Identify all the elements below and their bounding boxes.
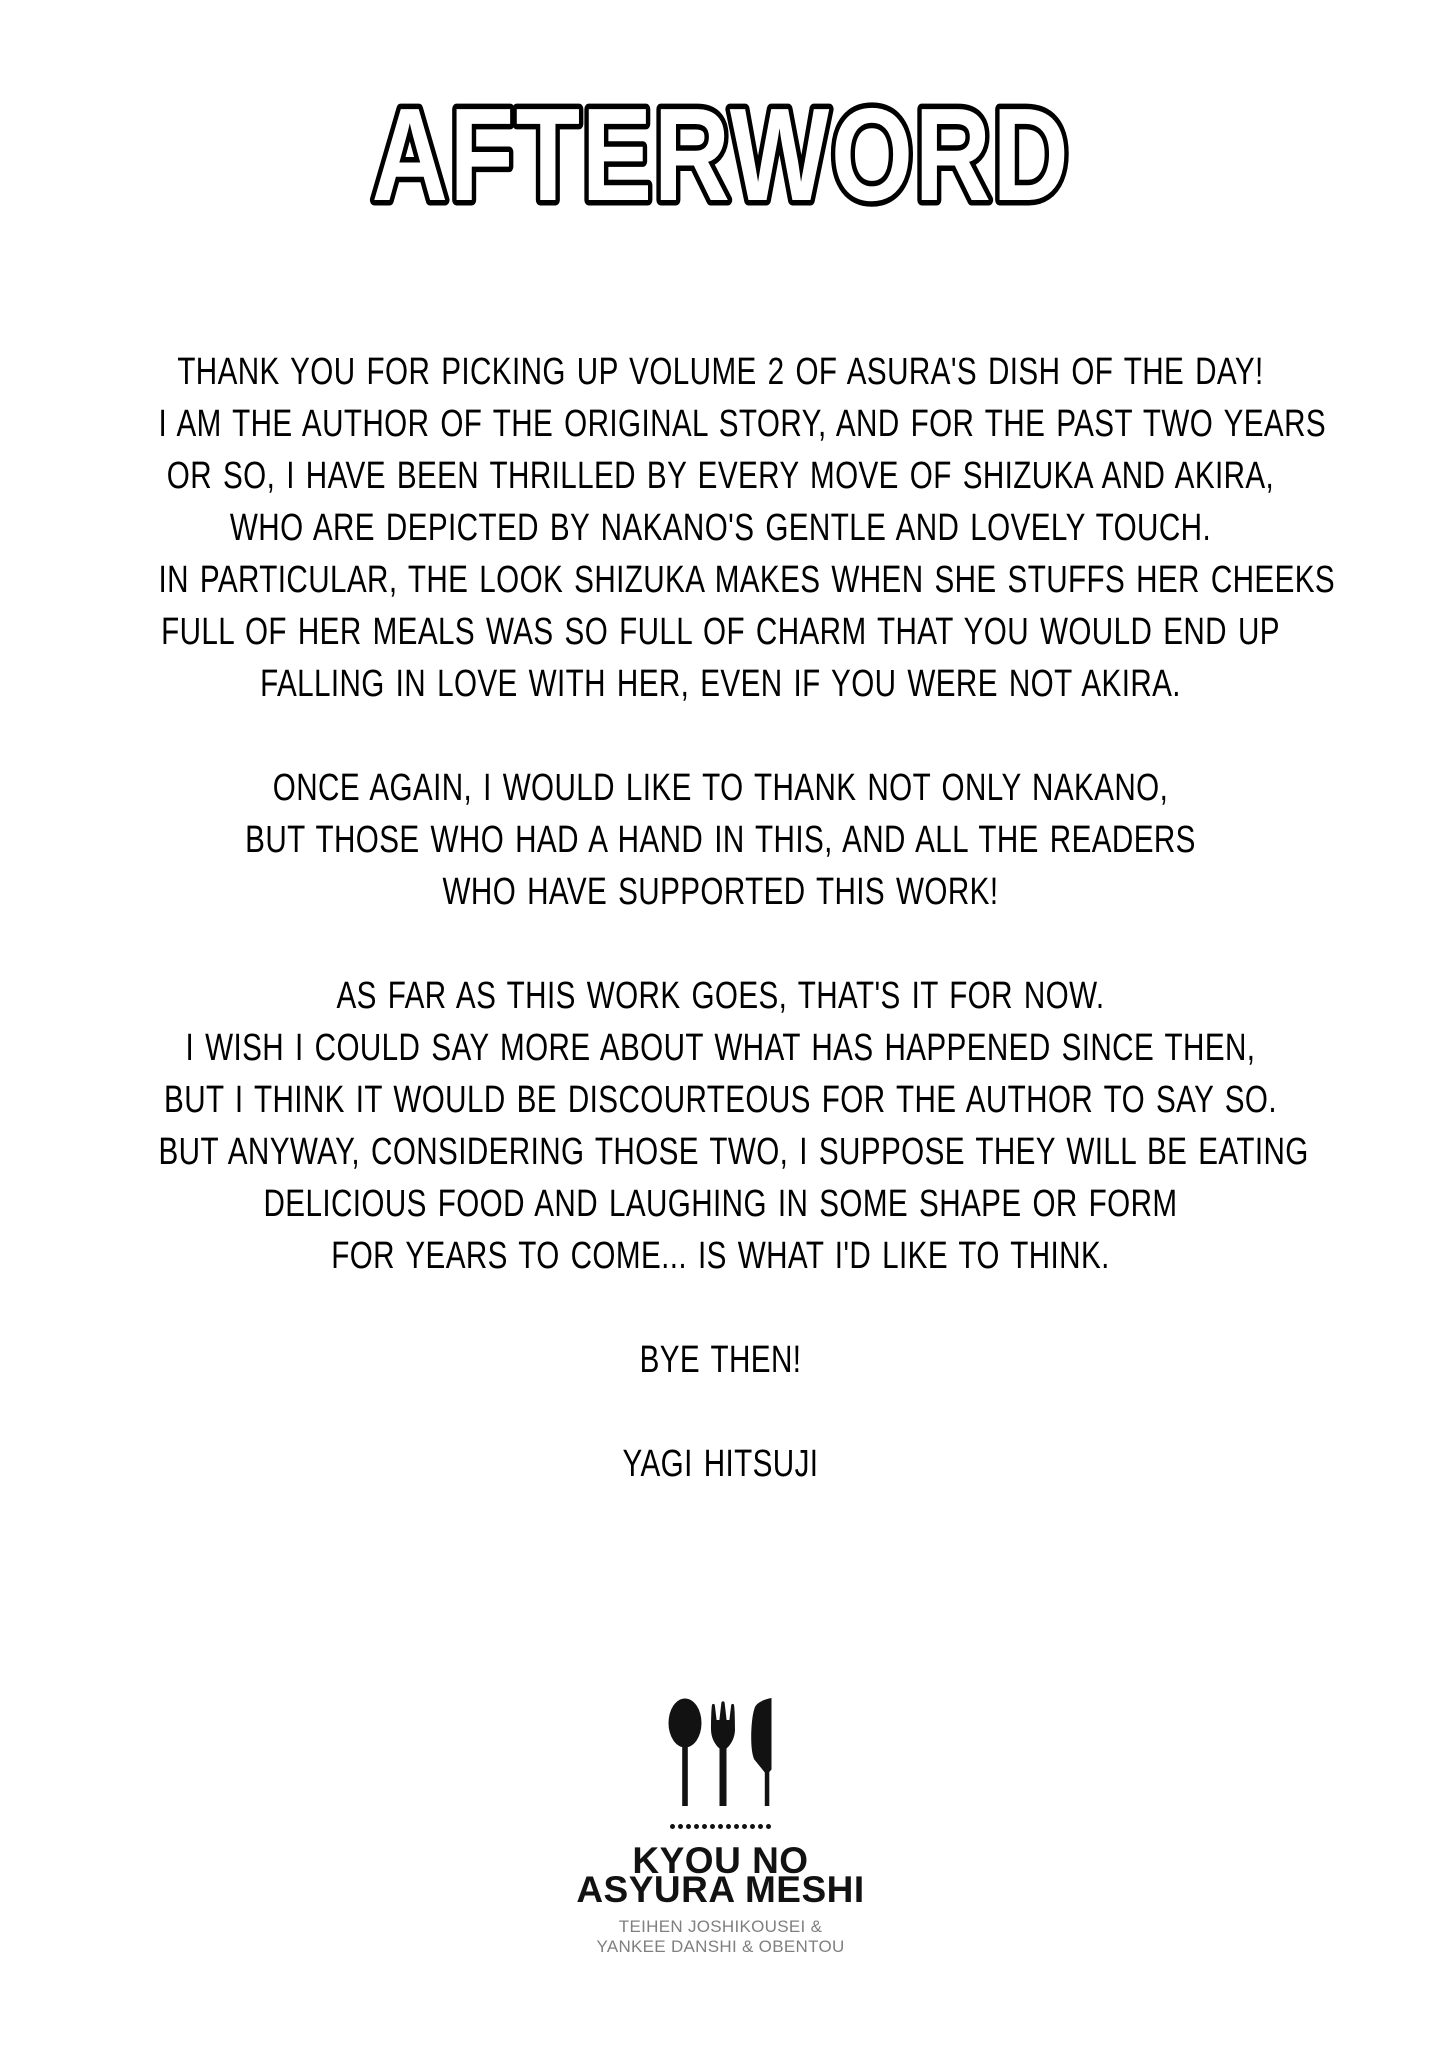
logo-title-line-2: ASYURA MESHI: [576, 1869, 865, 1910]
dot: [694, 1824, 699, 1829]
afterword-paragraph-1: [158, 346, 1336, 710]
afterword-line: THANK YOU FOR PICKING UP VOLUME 2 OF ASURA'S DISH OF THE DAY!: [177, 351, 1264, 393]
knife-icon: [751, 1698, 771, 1806]
dot: [734, 1824, 739, 1829]
afterword-line: IN PARTICULAR, THE LOOK SHIZUKA MAKES WHEN SHE STUFFS HER CHEEKS: [158, 559, 1336, 601]
publisher-logo: [0, 1698, 1441, 1957]
dot: [702, 1824, 707, 1829]
afterword-line: FOR YEARS TO COME... IS WHAT I'D LIKE TO THINK.: [331, 1235, 1110, 1277]
afterword-line: WHO ARE DEPICTED BY NAKANO'S GENTLE AND LOVELY TOUCH.: [229, 507, 1212, 549]
dot: [766, 1824, 771, 1829]
logo-subtitle-line-1: TEIHEN JOSHIKOUSEI &: [618, 1917, 823, 1936]
dot: [678, 1824, 683, 1829]
afterword-line: FALLING IN LOVE WITH HER, EVEN IF YOU WERE NOT AKIRA.: [260, 663, 1181, 705]
spoon-icon: [668, 1699, 701, 1807]
afterword-line: AS FAR AS THIS WORK GOES, THAT'S IT FOR NOW.: [336, 975, 1105, 1017]
afterword-line: FULL OF HER MEALS WAS SO FULL OF CHARM THAT YOU WOULD END UP: [161, 611, 1280, 653]
logo-subtitle: [0, 1917, 1441, 1957]
afterword-line: BUT ANYWAY, CONSIDERING THOSE TWO, I SUPPOSE THEY WILL BE EATING: [158, 1131, 1309, 1173]
afterword-line: ONCE AGAIN, I WOULD LIKE TO THANK NOT ONLY NAKANO,: [272, 767, 1169, 809]
page-title-wrap: [0, 82, 1441, 232]
page-title-art: [331, 82, 1111, 232]
dot: [750, 1824, 755, 1829]
logo-title-line-1: KYOU NO: [632, 1840, 809, 1881]
afterword-line: BUT THOSE WHO HAD A HAND IN THIS, AND ALL THE READERS: [245, 819, 1196, 861]
dot: [710, 1824, 715, 1829]
afterword-text: [0, 346, 1441, 1542]
dot: [742, 1824, 747, 1829]
afterword-paragraph-2: [159, 762, 1283, 918]
dot: [670, 1824, 675, 1829]
author-signature: [159, 1438, 1283, 1490]
dotted-divider: [0, 1824, 1441, 1829]
signoff: [159, 1334, 1283, 1386]
logo-subtitle-line-2: YANKEE DANSHI & OBENTOU: [596, 1937, 845, 1956]
signoff-line: BYE THEN!: [639, 1339, 802, 1381]
dot: [726, 1824, 731, 1829]
dot: [758, 1824, 763, 1829]
afterword-line: I WISH I COULD SAY MORE ABOUT WHAT HAS HAPPENED SINCE THEN,: [185, 1027, 1256, 1069]
afterword-line: OR SO, I HAVE BEEN THRILLED BY EVERY MOVE OF SHIZUKA AND AKIRA,: [166, 455, 1275, 497]
afterword-line: DELICIOUS FOOD AND LAUGHING IN SOME SHAPE OR FORM: [263, 1183, 1178, 1225]
afterword-line: BUT I THINK IT WOULD BE DISCOURTEOUS FOR THE AUTHOR TO SAY SO.: [164, 1079, 1277, 1121]
dot: [718, 1824, 723, 1829]
fork-icon: [711, 1701, 735, 1806]
cutlery-icons: [668, 1698, 774, 1806]
afterword-paragraph-3: [158, 970, 1309, 1282]
afterword-line: WHO HAVE SUPPORTED THIS WORK!: [442, 871, 999, 913]
afterword-line: I AM THE AUTHOR OF THE ORIGINAL STORY, AND FOR THE PAST TWO YEARS: [158, 403, 1327, 445]
dot: [686, 1824, 691, 1829]
page-title: AFTERWORD: [371, 82, 1070, 229]
author-name: YAGI HITSUJI: [622, 1443, 819, 1485]
logo-title: [0, 1840, 1441, 1910]
